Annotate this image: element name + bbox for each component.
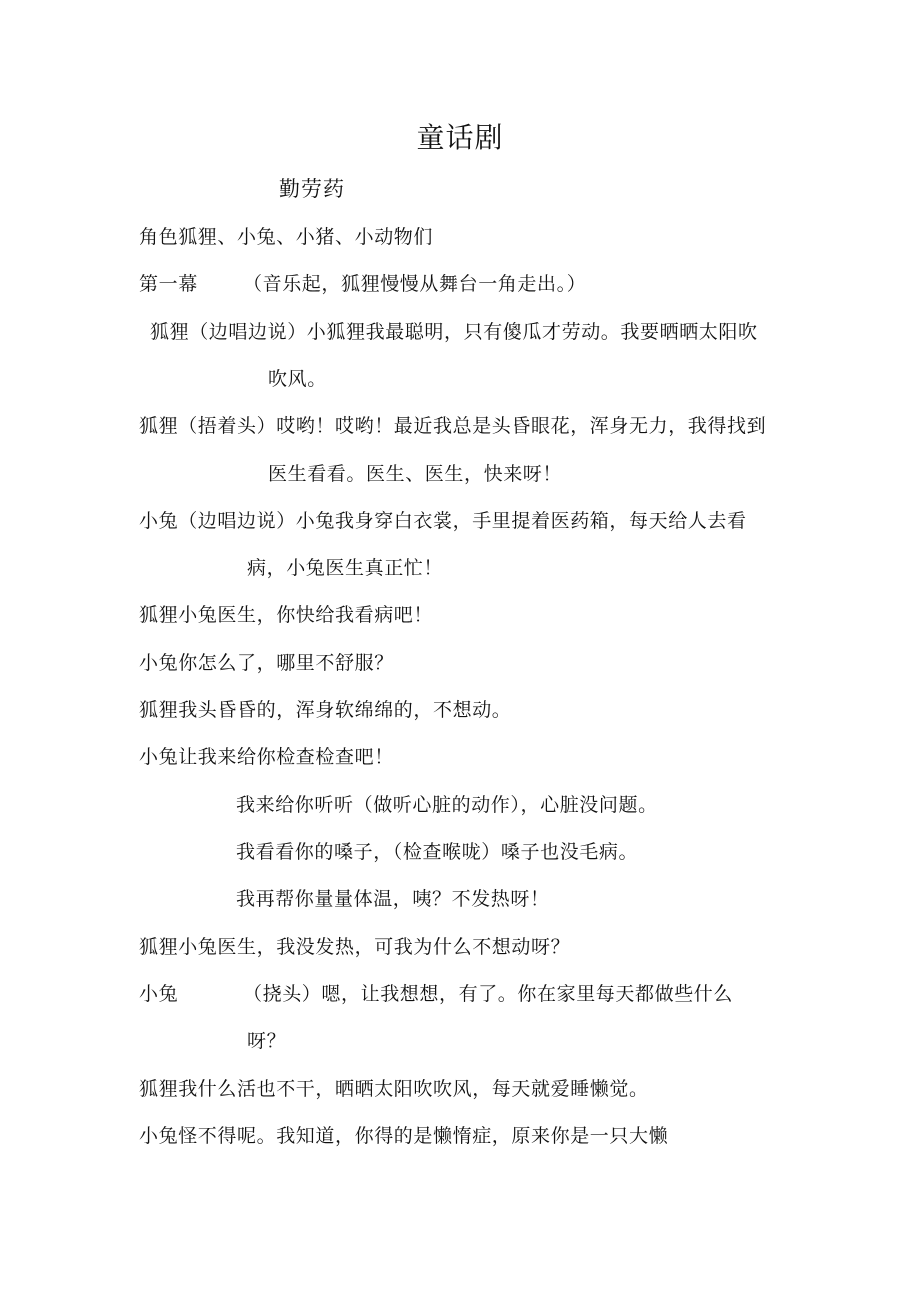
dialogue-line: 小兔（边唱边说）小兔我身穿白衣裳，手里提着医药箱，每天给人去看 — [139, 510, 747, 532]
stage-direction: （音乐起，狐狸慢慢从舞台一角走出。） — [243, 273, 587, 295]
dialogue-line: 小兔让我来给你检查检查吧！ — [139, 746, 394, 768]
dialogue-continuation: 我来给你听听（做听心脏的动作），心脏没问题。 — [236, 794, 658, 816]
dialogue-line: 狐狸小兔医生，你快给我看病吧！ — [139, 604, 434, 626]
dialogue-continuation: 我再帮你量量体温，咦？不发热呀！ — [236, 888, 550, 910]
dialogue-continuation: 医生看看。医生、医生，快来呀！ — [268, 463, 563, 485]
dialogue-line: 小兔怪不得呢。我知道，你得的是懒惰症，原来你是一只大懒 — [139, 1125, 669, 1147]
dialogue-line: 狐狸（捂着头）哎哟！哎哟！最近我总是头昏眼花，浑身无力，我得找到 — [139, 415, 767, 437]
roles-line: 角色狐狸、小兔、小猪、小动物们 — [139, 226, 434, 248]
dialogue-continuation: 病，小兔医生真正忙！ — [247, 557, 444, 579]
dialogue-line: （挠头）嗯，让我想想，有了。你在家里每天都做些什么 — [243, 983, 734, 1005]
dialogue-line: 狐狸我什么活也不干，晒晒太阳吹吹风，每天就爱睡懒觉。 — [139, 1078, 649, 1100]
dialogue-continuation: 呀？ — [247, 1030, 287, 1052]
dialogue-line: 狐狸小兔医生，我没发热，可我为什么不想动呀？ — [139, 936, 571, 958]
dialogue-continuation: 吹风。 — [268, 368, 327, 390]
dialogue-line: 小兔你怎么了，哪里不舒服？ — [139, 652, 394, 674]
dialogue-continuation: 我看看你的嗓子，（检查喉咙）嗓子也没毛病。 — [236, 841, 639, 863]
dialogue-line: 狐狸（边唱边说）小狐狸我最聪明，只有傻瓜才劳动。我要晒晒太阳吹 — [150, 321, 758, 343]
act-heading: 第一幕 — [139, 273, 198, 295]
speaker-name: 小兔 — [139, 983, 179, 1005]
document-subtitle: 勤劳药 — [279, 177, 345, 201]
document-title: 童话剧 — [416, 121, 504, 154]
dialogue-line: 狐狸我头昏昏的，浑身软绵绵的，不想动。 — [139, 699, 512, 721]
